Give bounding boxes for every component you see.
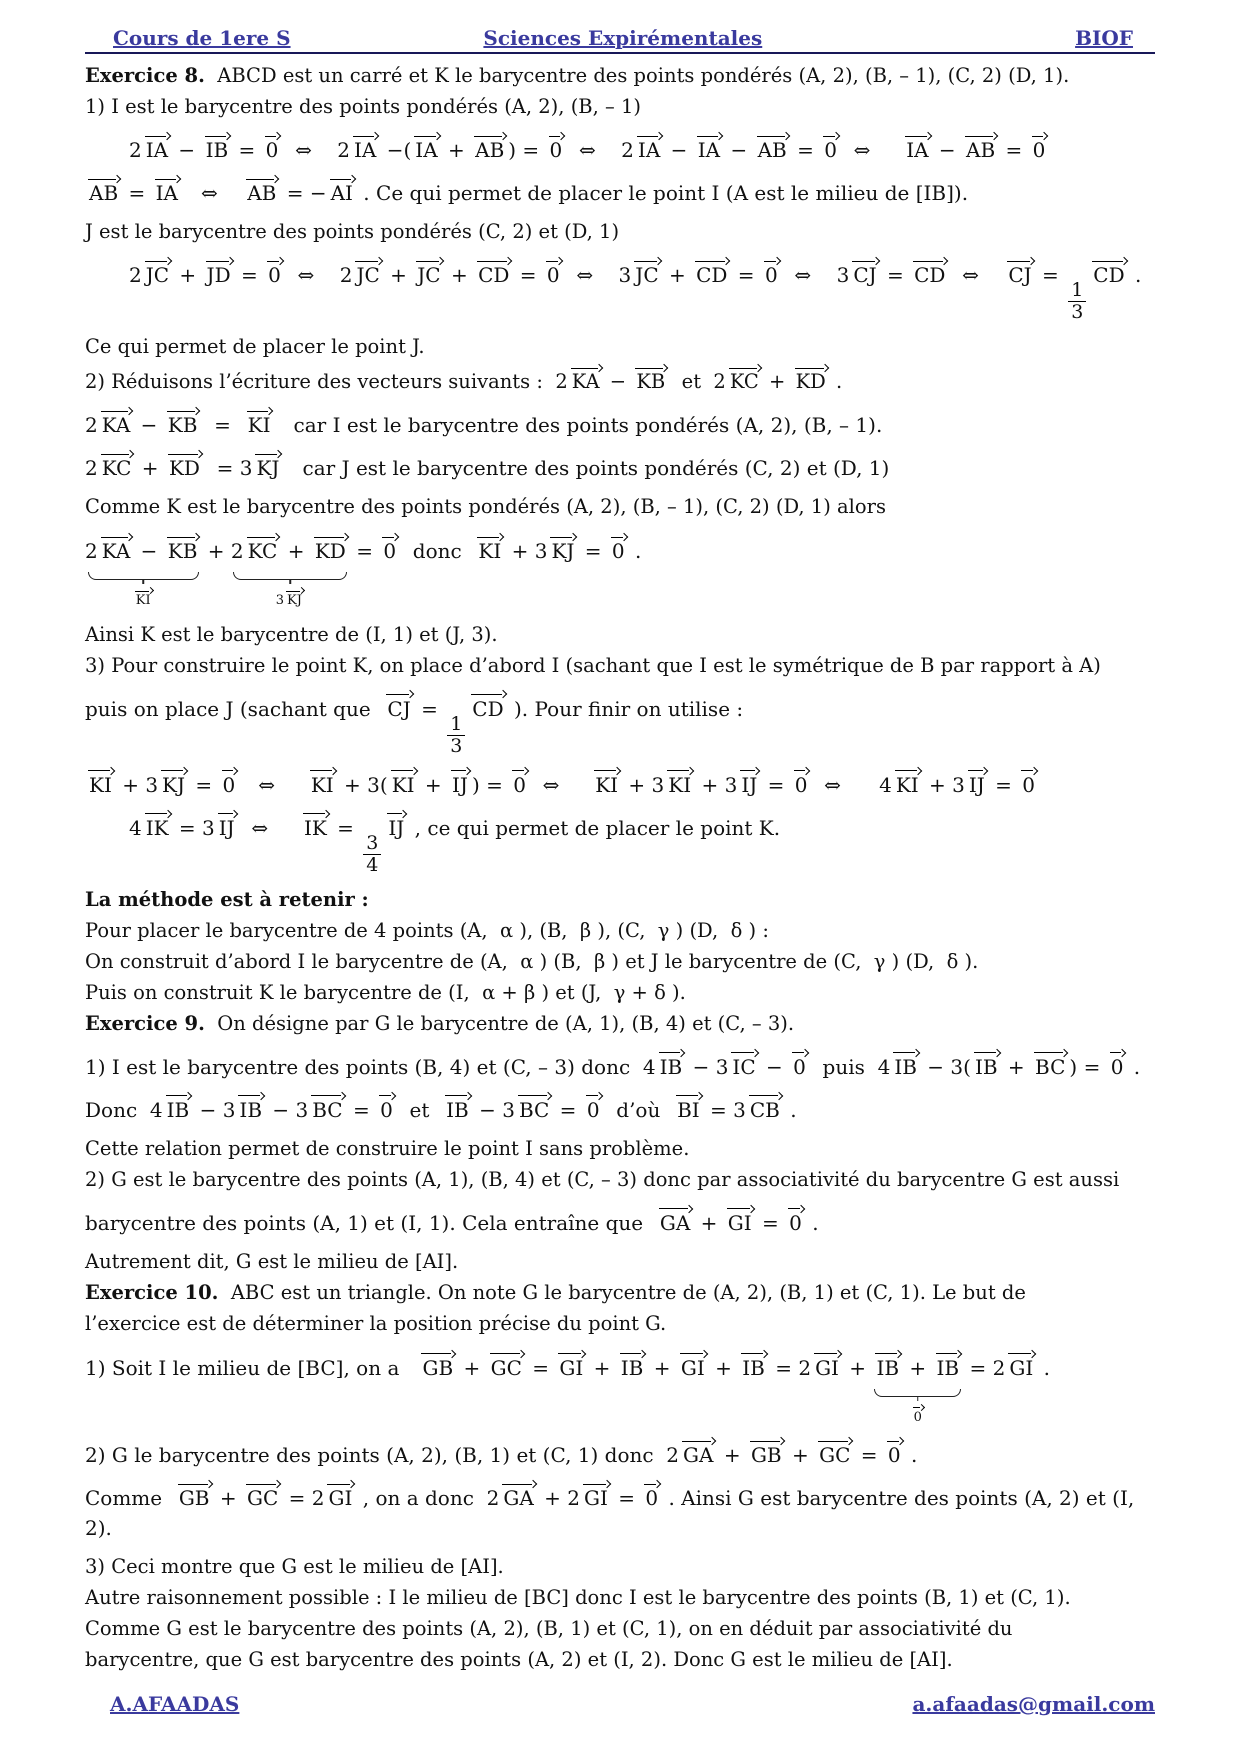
vector-symbol: GI bbox=[679, 1349, 707, 1379]
vector-symbol: CD bbox=[912, 256, 947, 286]
vector-symbol: GA bbox=[501, 1479, 535, 1509]
math-line: KI + 3 KJ = 0 ⇔ KI + 3( KI + IJ ) = 0 ⇔ KI + 3 KI + 3 IJ = 0 ⇔ 4 KI + 3 IJ = 0 bbox=[85, 766, 1158, 800]
vector-symbol: KA bbox=[570, 363, 602, 392]
vector-symbol: IA bbox=[636, 131, 662, 161]
vector-symbol: 0 bbox=[545, 256, 562, 286]
vector-symbol: IJ bbox=[450, 766, 470, 796]
math-line: barycentre des points (A, 1) et (I, 1). Cela entraîne que GA + GI = 0 . bbox=[85, 1204, 1158, 1238]
vector-symbol: GI bbox=[582, 1479, 610, 1509]
braced-expression bbox=[85, 531, 201, 608]
text-line: On construit d’abord I le barycentre de (A, α ) (B, β ) et J le barycentre de (C, γ ) (D, δ ). bbox=[85, 949, 979, 973]
vector-symbol: 0 bbox=[886, 1436, 903, 1466]
vector-symbol: KA bbox=[100, 406, 133, 436]
vector-symbol: JC bbox=[415, 256, 442, 286]
vector-symbol: IB bbox=[658, 1048, 685, 1078]
math-line: AB = IA ⇔ AB = − AI . Ce qui permet de placer le point I (A est le milieu de [IB]). bbox=[85, 174, 1158, 208]
vector-symbol: GC bbox=[245, 1479, 280, 1509]
vector-symbol: CJ bbox=[851, 256, 878, 286]
vector-symbol: 0 bbox=[822, 131, 839, 161]
vector-symbol: 0 bbox=[511, 766, 528, 796]
text-line: Comme G est le barycentre des points (A, 2), (B, 1) et (C, 1), on en déduit par associativité du bbox=[85, 1617, 1013, 1641]
braced-expression bbox=[231, 531, 350, 608]
vector-symbol: IB bbox=[165, 1091, 192, 1121]
text-line: Cette relation permet de construire le point I sans problème. bbox=[85, 1136, 690, 1160]
vector-symbol: IB bbox=[204, 131, 231, 161]
vector-symbol: 0 bbox=[787, 1204, 804, 1234]
vector-symbol: IA bbox=[154, 174, 180, 204]
vector-symbol: KB bbox=[166, 406, 200, 436]
vector-symbol: IJ bbox=[386, 809, 406, 839]
vector-symbol: 0 bbox=[643, 1479, 660, 1509]
vector-symbol: GB bbox=[749, 1436, 784, 1466]
vector-symbol: IB bbox=[892, 1048, 919, 1078]
vector-symbol: KI bbox=[666, 766, 693, 796]
vector-symbol: KI bbox=[87, 766, 114, 796]
vector-symbol: KI bbox=[894, 766, 921, 796]
vector-symbol: AB bbox=[473, 131, 506, 161]
vector-symbol: IB bbox=[935, 1349, 962, 1379]
text-line: Autre raisonnement possible : I le milieu de [BC] donc I est le barycentre des points (B, 1) et (C, 1). bbox=[85, 1586, 1071, 1610]
fraction: $\frac{1}{3}$ bbox=[447, 714, 465, 757]
underbrace bbox=[88, 572, 199, 580]
vector-symbol: AB bbox=[964, 131, 997, 161]
expression-segment bbox=[201, 531, 230, 571]
vector-symbol: 0 bbox=[378, 1091, 395, 1121]
header-subject-title: Sciences Expirémentales bbox=[483, 26, 763, 50]
vector-symbol: KC bbox=[728, 363, 761, 392]
text-line: barycentre, que G est barycentre des points (A, 2) et (I, 2). Donc G est le milieu de [AI]. bbox=[85, 1648, 953, 1672]
vector-symbol: IA bbox=[904, 131, 930, 161]
vector-symbol: GI bbox=[1007, 1349, 1035, 1379]
text-line: Ainsi K est le barycentre de (I, 1) et (J, 3). bbox=[85, 622, 498, 646]
math-line: 2 JC + JD = 0 ⇔ 2 JC + JC + CD = 0 ⇔ 3 JC + CD = 0 ⇔ 3 CJ = CD ⇔ CJ = $\frac{1}{3}$ CD . bbox=[85, 256, 1158, 323]
vector-symbol: JC bbox=[633, 256, 660, 286]
vector-symbol: KJ bbox=[285, 587, 304, 608]
vector-symbol: KI bbox=[476, 532, 503, 562]
document-body bbox=[0, 54, 1240, 1676]
vector-symbol: 0 bbox=[264, 131, 281, 161]
math-line: Comme GB + GC = 2 GI , on a donc 2 GA + 2 GI = 0 . Ainsi G est barycentre des points (A, 2) et (I, 2). bbox=[85, 1479, 1158, 1543]
vector-symbol: IC bbox=[730, 1048, 757, 1078]
vector-symbol: KD bbox=[794, 363, 828, 392]
underbrace-label: 3 KJ bbox=[276, 587, 305, 608]
expression: IB + IB bbox=[872, 1348, 963, 1388]
vector-symbol: 0 bbox=[548, 131, 565, 161]
bold-text: Exercice 8. bbox=[85, 64, 205, 87]
vector-symbol: CD bbox=[470, 690, 505, 720]
underbrace bbox=[233, 572, 347, 580]
vector-symbol: IA bbox=[352, 131, 378, 161]
math-line: puis on place J (sachant que CJ = $\frac{1}{3}$ CD ). Pour finir on utilise : bbox=[85, 690, 1158, 757]
vector-symbol: 0 bbox=[266, 256, 283, 286]
expression: + bbox=[201, 539, 231, 564]
vector-symbol: IK bbox=[302, 809, 329, 839]
vector-symbol: KJ bbox=[254, 449, 281, 479]
vector-symbol: CJ bbox=[1006, 256, 1033, 286]
vector-symbol: 0 bbox=[912, 1404, 924, 1425]
vector-symbol: KJ bbox=[160, 766, 187, 796]
vector-symbol: KD bbox=[167, 449, 202, 479]
text-line: 2) Réduisons l’écriture des vecteurs suivants : 2 KA − KB et 2 KC + KD . bbox=[85, 363, 1158, 397]
vector-symbol: AI bbox=[329, 174, 355, 204]
vector-symbol: GA bbox=[681, 1436, 715, 1466]
vector-symbol: KD bbox=[313, 532, 348, 562]
vector-symbol: 0 bbox=[793, 766, 810, 796]
vector-symbol: GI bbox=[326, 1479, 354, 1509]
math-line: Donc 4 IB − 3 IB − 3 BC = 0 et IB − 3 BC = 0 d’où BI = 3 CB . bbox=[85, 1091, 1158, 1125]
vector-symbol: IJ bbox=[217, 809, 237, 839]
vector-symbol: IK bbox=[144, 809, 171, 839]
underbrace-math-line bbox=[85, 1348, 1158, 1425]
vector-symbol: KJ bbox=[549, 532, 576, 562]
vector-symbol: 0 bbox=[1031, 131, 1048, 161]
vector-symbol: KI bbox=[246, 406, 273, 436]
bold-text: La méthode est à retenir : bbox=[85, 887, 369, 911]
vector-symbol: GI bbox=[813, 1349, 841, 1379]
vector-symbol: BC bbox=[1033, 1048, 1067, 1078]
vector-symbol: 0 bbox=[610, 532, 627, 562]
text-line: Exercice 9. On désigne par G le barycentre de (A, 1), (B, 4) et (C, – 3). bbox=[85, 1011, 795, 1035]
math-line: 2 IA − IB = 0 ⇔ 2 IA −( IA + AB ) = 0 ⇔ 2 IA − IA − AB = 0 ⇔ IA − AB = 0 bbox=[85, 131, 1158, 165]
vector-symbol: IJ bbox=[967, 766, 987, 796]
bold-text: Exercice 10. bbox=[85, 1280, 219, 1304]
text-line: Exercice 8. ABCD est un carré et K le barycentre des points pondérés (A, 2), (B, – 1), (C, 2) (D, 1). bbox=[85, 64, 1070, 87]
vector-symbol: 0 bbox=[1109, 1048, 1126, 1078]
vector-symbol: AB bbox=[245, 174, 278, 204]
vector-symbol: 0 bbox=[763, 256, 780, 286]
fraction: $\frac{1}{3}$ bbox=[1068, 280, 1086, 323]
footer-author-link[interactable]: A.AFAADAS bbox=[110, 1692, 240, 1716]
underbrace-label bbox=[911, 1404, 925, 1425]
vector-symbol: IB bbox=[973, 1048, 1000, 1078]
vector-symbol: KC bbox=[100, 449, 134, 479]
vector-symbol: GC bbox=[489, 1349, 524, 1379]
vector-symbol: 0 bbox=[381, 532, 398, 562]
vector-symbol: IA bbox=[144, 131, 170, 161]
vector-symbol: CD bbox=[694, 256, 729, 286]
vector-symbol: GB bbox=[420, 1349, 455, 1379]
text-line: 2) G est le barycentre des points (A, 1), (B, 4) et (C, – 3) donc par associativité du barycentre G est aussi bbox=[85, 1167, 1120, 1191]
vector-symbol: CD bbox=[1091, 256, 1126, 286]
expression-segment bbox=[350, 531, 642, 571]
vector-symbol: JC bbox=[354, 256, 381, 286]
vector-symbol: BC bbox=[517, 1091, 551, 1121]
vector-symbol: IB bbox=[619, 1349, 646, 1379]
vector-symbol: KI bbox=[134, 587, 153, 608]
expression: 2 KA − KB bbox=[85, 531, 201, 571]
text-line: 1) I est le barycentre des points pondérés (A, 2), (B, – 1) bbox=[85, 95, 641, 118]
vector-symbol: GB bbox=[177, 1479, 212, 1509]
text-line bbox=[85, 885, 1158, 915]
underbrace-label bbox=[133, 587, 154, 608]
vector-symbol: KI bbox=[593, 766, 620, 796]
vector-symbol: KI bbox=[390, 766, 417, 796]
text-line: Autrement dit, G est le milieu de [AI]. bbox=[85, 1249, 459, 1273]
vector-symbol: KB bbox=[166, 532, 200, 562]
expression: 2 KC + KD bbox=[231, 531, 350, 571]
expression: = 2 GI . bbox=[963, 1348, 1050, 1388]
vector-symbol: CD bbox=[476, 256, 511, 286]
underbrace-math-line bbox=[85, 531, 1158, 608]
math-line: 2) G le barycentre des points (A, 2), (B, 1) et (C, 1) donc 2 GA + GB + GC = 0 . bbox=[85, 1436, 1158, 1470]
vector-symbol: IB bbox=[237, 1091, 264, 1121]
vector-symbol: CJ bbox=[385, 690, 412, 720]
expression: 1) Soit I le milieu de [BC], on a GB + GC = GI + IB + GI + IB = 2 GI + bbox=[85, 1348, 872, 1388]
vector-symbol: JC bbox=[144, 256, 171, 286]
math-line: 4 IK = 3 IJ ⇔ IK = $\frac{3}{4}$ IJ , ce qui permet de placer le point K. bbox=[85, 809, 1158, 876]
vector-symbol: IJ bbox=[739, 766, 759, 796]
vector-symbol: BI bbox=[675, 1091, 702, 1121]
braced-expression bbox=[872, 1348, 963, 1425]
bold-text: Exercice 9. bbox=[85, 1011, 205, 1035]
vector-symbol: CB bbox=[748, 1091, 782, 1121]
vector-symbol: IA bbox=[413, 131, 439, 161]
vector-symbol: 0 bbox=[1020, 766, 1037, 796]
vector-symbol: KA bbox=[100, 532, 133, 562]
header-course-title: Cours de 1ere S bbox=[113, 26, 291, 50]
header-biof-label: BIOF bbox=[1075, 26, 1133, 50]
vector-symbol: 0 bbox=[791, 1048, 808, 1078]
vector-symbol: GI bbox=[557, 1349, 585, 1379]
vector-symbol: IA bbox=[696, 131, 722, 161]
vector-symbol: KC bbox=[246, 532, 280, 562]
vector-symbol: GI bbox=[726, 1204, 754, 1234]
text-line: Ce qui permet de placer le point J. bbox=[85, 335, 425, 359]
vector-symbol: IB bbox=[874, 1349, 901, 1379]
vector-symbol: KB bbox=[634, 363, 667, 392]
vector-symbol: IB bbox=[444, 1091, 471, 1121]
text-line: 3) Ceci montre que G est le milieu de [AI]. bbox=[85, 1555, 504, 1579]
text-line: l’exercice est de déterminer la position précise du point G. bbox=[85, 1311, 667, 1335]
text-line: 3) Pour construire le point K, on place d’abord I (sachant que I est le symétrique de B par rapport à A) bbox=[85, 653, 1101, 677]
text-line: Puis on construit K le barycentre de (I, α + β ) et (J, γ + δ ). bbox=[85, 980, 686, 1004]
expression-segment bbox=[963, 1348, 1050, 1388]
vector-symbol: AB bbox=[87, 174, 120, 204]
math-line: 2 KC + KD = 3 KJ car J est le barycentre des points pondérés (C, 2) et (D, 1) bbox=[85, 449, 1158, 483]
vector-symbol: GA bbox=[658, 1204, 692, 1234]
text-line: Comme K est le barycentre des points pondérés (A, 2), (B, – 1), (C, 2) (D, 1) alors bbox=[85, 495, 886, 519]
math-line: 1) I est le barycentre des points (B, 4) et (C, – 3) donc 4 IB − 3 IC − 0 puis 4 IB − 3( IB + BC ) = 0 . bbox=[85, 1048, 1158, 1082]
vector-symbol: AB bbox=[756, 131, 789, 161]
vector-symbol: GC bbox=[817, 1436, 852, 1466]
expression-segment bbox=[85, 1348, 872, 1388]
expression: = 0 donc KI + 3 KJ = 0 . bbox=[350, 531, 642, 571]
math-line: 2 KA − KB = KI car I est le barycentre des points pondérés (A, 2), (B, – 1). bbox=[85, 406, 1158, 440]
vector-symbol: 0 bbox=[221, 766, 238, 796]
vector-symbol: BC bbox=[310, 1091, 344, 1121]
vector-symbol: JD bbox=[205, 256, 233, 286]
page-footer bbox=[0, 1692, 1240, 1754]
footer-email-link[interactable]: a.afaadas@gmail.com bbox=[912, 1692, 1155, 1716]
text-line: J est le barycentre des points pondérés (C, 2) et (D, 1) bbox=[85, 220, 620, 243]
text-line: Pour placer le barycentre de 4 points (A, α ), (B, β ), (C, γ ) (D, δ ) : bbox=[85, 918, 769, 942]
vector-symbol: IB bbox=[740, 1349, 767, 1379]
vector-symbol: 0 bbox=[585, 1091, 602, 1121]
text-line: Exercice 10. ABC est un triangle. On note G le barycentre de (A, 2), (B, 1) et (C, 1). Le but de bbox=[85, 1280, 1026, 1304]
fraction: $\frac{3}{4}$ bbox=[363, 833, 381, 876]
underbrace bbox=[874, 1389, 961, 1397]
vector-symbol: KI bbox=[309, 766, 336, 796]
page-header bbox=[85, 26, 1155, 54]
